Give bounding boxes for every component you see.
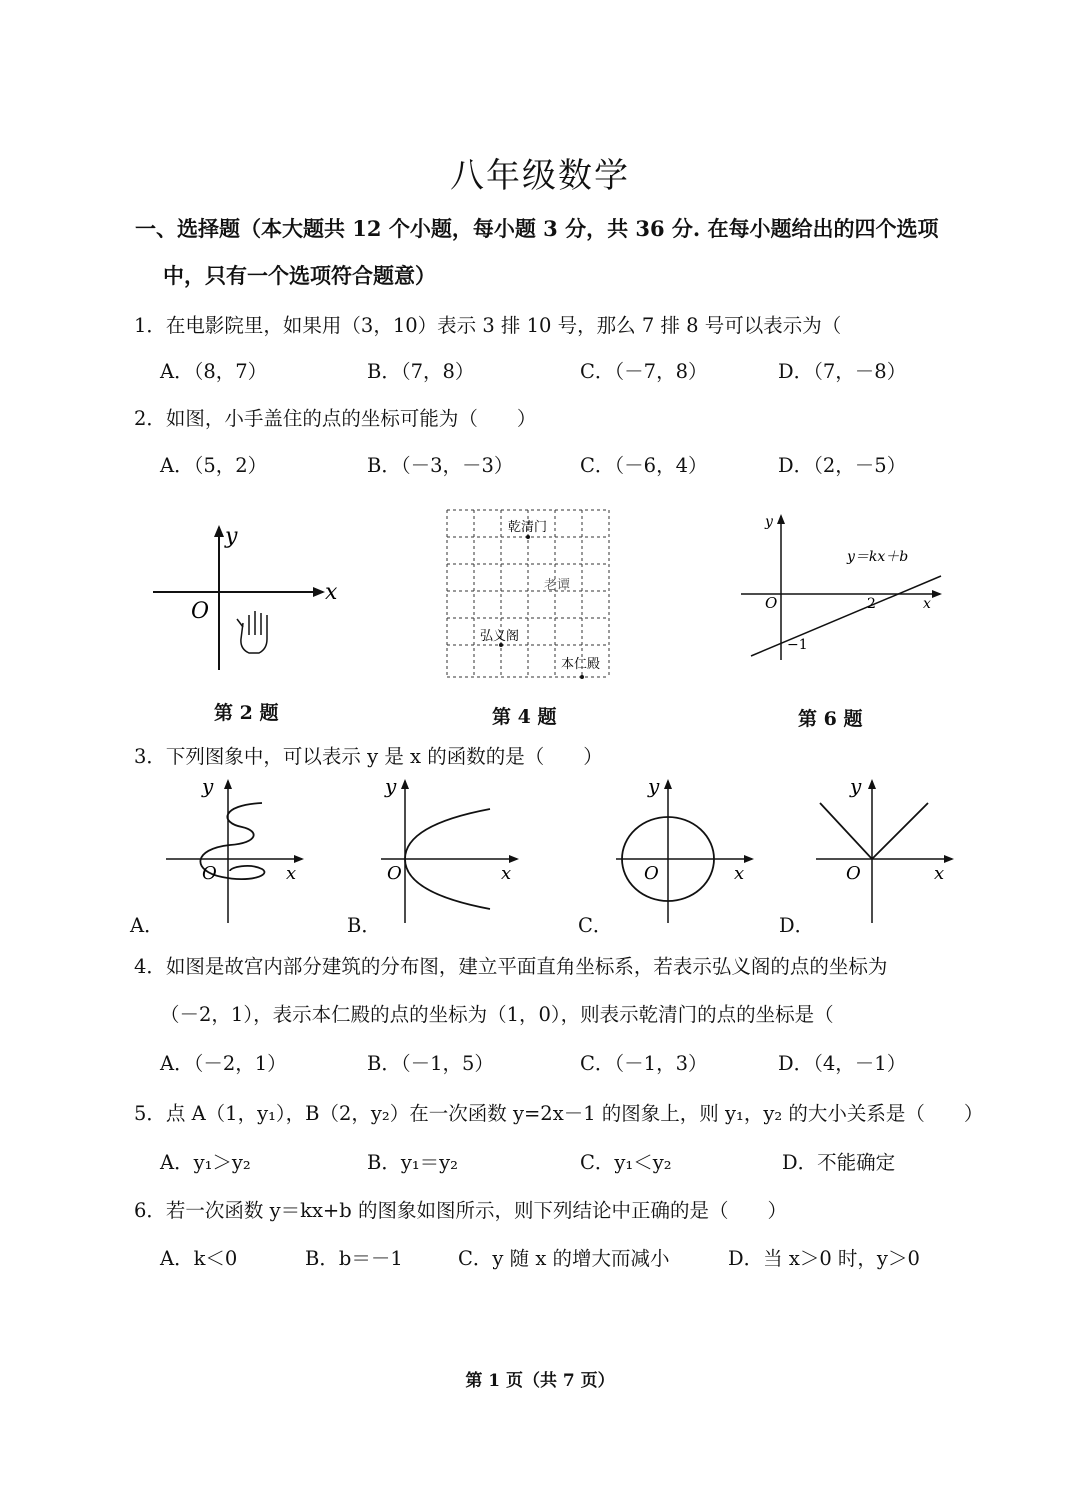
page-title: 八年级数学 <box>450 156 630 196</box>
figure-4-label-hongyige: 弘义阁 <box>480 629 520 644</box>
question-6-stem: 6．若一次函数 y＝kx+b 的图象如图所示，则下列结论中正确的是（ ） <box>134 1199 787 1222</box>
figure-4-point-benrendian <box>580 675 584 679</box>
question-2-option-a: A．（5，2） <box>160 454 268 477</box>
figure-4-label-laotan: 老谭 <box>544 578 571 593</box>
question-2-stem: 2．如图，小手盖住的点的坐标可能为（ ） <box>134 407 537 430</box>
figure-4-label-qianqingmen: 乾清门 <box>508 520 548 535</box>
section-heading-line1: 一、选择题（本大题共 12 个小题，每小题 3 分，共 36 分. 在每小题给出的四个选项 <box>135 216 939 241</box>
question-3-option-d: D． <box>779 914 815 937</box>
question-3-option-c: C． <box>578 914 613 937</box>
figure-4 <box>444 507 614 682</box>
question-1-stem: 1．在电影院里，如果用（3，10）表示 3 排 10 号，那么 7 排 8 号可以表示为（ <box>134 314 842 337</box>
svg-text:y: y <box>850 775 862 798</box>
figure-2-origin: O <box>191 599 210 624</box>
question-6-option-b: B．b＝－1 <box>305 1247 403 1270</box>
question-5-stem: 5．点 A（1，y₁），B（2，y₂）在一次函数 y=2x－1 的图象上，则 y₁，y₂ 的大小关系是（ ） <box>134 1102 984 1125</box>
question-4-option-d: D．（4，－1） <box>778 1052 907 1075</box>
figure-6-caption: 第 6 题 <box>798 708 863 730</box>
figure-6-equation: y＝kx＋b <box>847 549 909 565</box>
question-1-option-a: A．（8，7） <box>160 360 268 383</box>
section-heading-line2: 中，只有一个选项符合题意） <box>163 263 436 288</box>
svg-text:O: O <box>846 863 861 884</box>
question-6-option-a: A．k＜0 <box>160 1247 238 1270</box>
figure-6-y-intercept: −1 <box>787 637 808 653</box>
figure-2-caption: 第 2 题 <box>214 702 279 724</box>
question-4-stem-line2: （－2，1），表示本仁殿的点的坐标为（1，0），则表示乾清门的点的坐标是（ <box>160 1003 834 1026</box>
svg-text:y: y <box>648 775 660 798</box>
question-3-graph-c <box>610 775 760 925</box>
question-3-option-a: A． <box>130 914 164 937</box>
question-4-option-c: C．（－1，3） <box>580 1052 708 1075</box>
question-2-option-b: B．（－3，－3） <box>367 454 514 477</box>
question-2-option-c: C．（－6，4） <box>580 454 708 477</box>
svg-text:x: x <box>734 863 745 884</box>
question-5-option-b: B．y₁＝y₂ <box>367 1151 458 1174</box>
svg-text:O: O <box>644 863 659 884</box>
question-4-stem-line1: 4．如图是故宫内部分建筑的分布图，建立平面直角坐标系，若表示弘义阁的点的坐标为 <box>134 955 888 978</box>
svg-text:x: x <box>501 863 512 884</box>
figure-6-y-label: y <box>765 514 773 530</box>
question-4-option-a: A．（－2，1） <box>160 1052 287 1075</box>
figure-6-line <box>751 576 941 656</box>
svg-text:y: y <box>202 775 214 798</box>
figure-6 <box>735 510 950 670</box>
figure-2-x-arrow <box>313 587 325 597</box>
question-3-graph-a <box>160 775 310 925</box>
page-footer: 第 1 页（共 7 页） <box>465 1371 615 1391</box>
question-3-graph-b <box>375 775 525 925</box>
figure-6-origin: O <box>765 594 778 612</box>
question-1-option-b: B．（7，8） <box>367 360 475 383</box>
question-6-option-c: C．y 随 x 的增大而减小 <box>458 1247 670 1270</box>
figure-4-label-benrendian: 本仁殿 <box>561 657 601 672</box>
figure-2 <box>145 515 345 675</box>
question-5-option-a: A．y₁＞y₂ <box>160 1151 251 1174</box>
figure-6-x-intercept: 2 <box>867 596 876 612</box>
question-2-option-d: D．（2，－5） <box>778 454 907 477</box>
svg-text:O: O <box>387 863 402 884</box>
figure-2-y-label: y <box>225 524 238 549</box>
svg-text:y: y <box>385 775 397 798</box>
figure-6-x-label: x <box>923 596 931 612</box>
question-4-option-b: B．（－1，5） <box>367 1052 494 1075</box>
question-1-option-d: D．（7，－8） <box>778 360 907 383</box>
question-3-stem: 3．下列图象中，可以表示 y 是 x 的函数的是（ ） <box>134 745 603 768</box>
figure-4-point-qianqingmen <box>526 535 530 539</box>
figure-2-y-arrow <box>214 525 224 537</box>
figure-4-caption: 第 4 题 <box>492 706 557 728</box>
question-3-option-b: B． <box>347 914 381 937</box>
figure-2-x-label: x <box>325 580 338 605</box>
question-1-option-c: C．（－7，8） <box>580 360 708 383</box>
question-5-option-d: D．不能确定 <box>782 1151 896 1174</box>
question-3-graph-d <box>810 775 960 925</box>
hand-icon <box>237 611 267 653</box>
svg-text:x: x <box>286 863 297 884</box>
svg-text:x: x <box>934 863 945 884</box>
question-6-option-d: D．当 x＞0 时，y＞0 <box>728 1247 920 1270</box>
question-5-option-c: C．y₁＜y₂ <box>580 1151 672 1174</box>
svg-text:O: O <box>202 863 217 884</box>
